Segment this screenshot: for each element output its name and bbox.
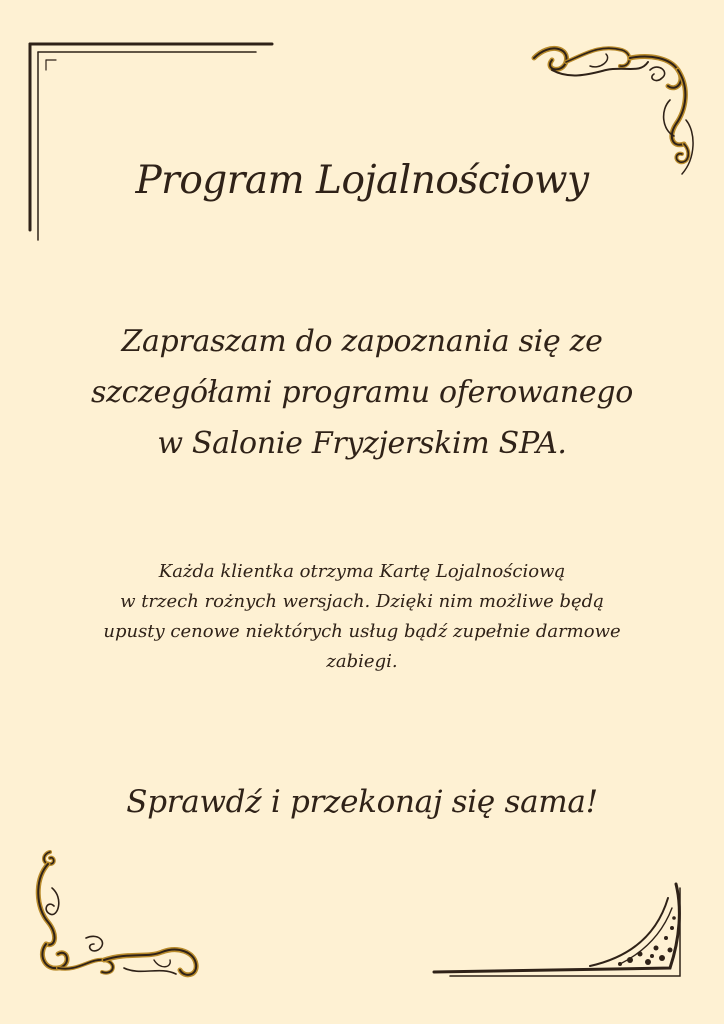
page-title: Program Lojalnościowy — [135, 158, 589, 203]
flourish-bottom-left-ornament — [28, 848, 208, 988]
body-line: zabiegi. — [326, 651, 398, 672]
body-paragraph — [92, 557, 632, 677]
body-line: w trzech rożnych wersjach. Dzięki nim możliwe będą — [120, 591, 604, 612]
body-line: upusty cenowe niektórych usług bądź zupełnie darmowe — [103, 621, 621, 642]
body-line: Każda klientka otrzyma Kartę Lojalnościową — [158, 561, 566, 582]
corner-bracket-top-left-ornament — [26, 40, 276, 246]
intro-line: Zapraszam do zapoznania się ze — [121, 324, 603, 359]
intro-paragraph — [0, 316, 724, 469]
closing-call-to-action: Sprawdź i przekonaj się sama! — [126, 784, 598, 820]
intro-line: w Salonie Fryzjerskim SPA. — [157, 426, 567, 461]
intro-line: szczegółami programu oferowanego — [91, 375, 633, 410]
corner-sweep-bottom-right-ornament — [430, 878, 694, 984]
